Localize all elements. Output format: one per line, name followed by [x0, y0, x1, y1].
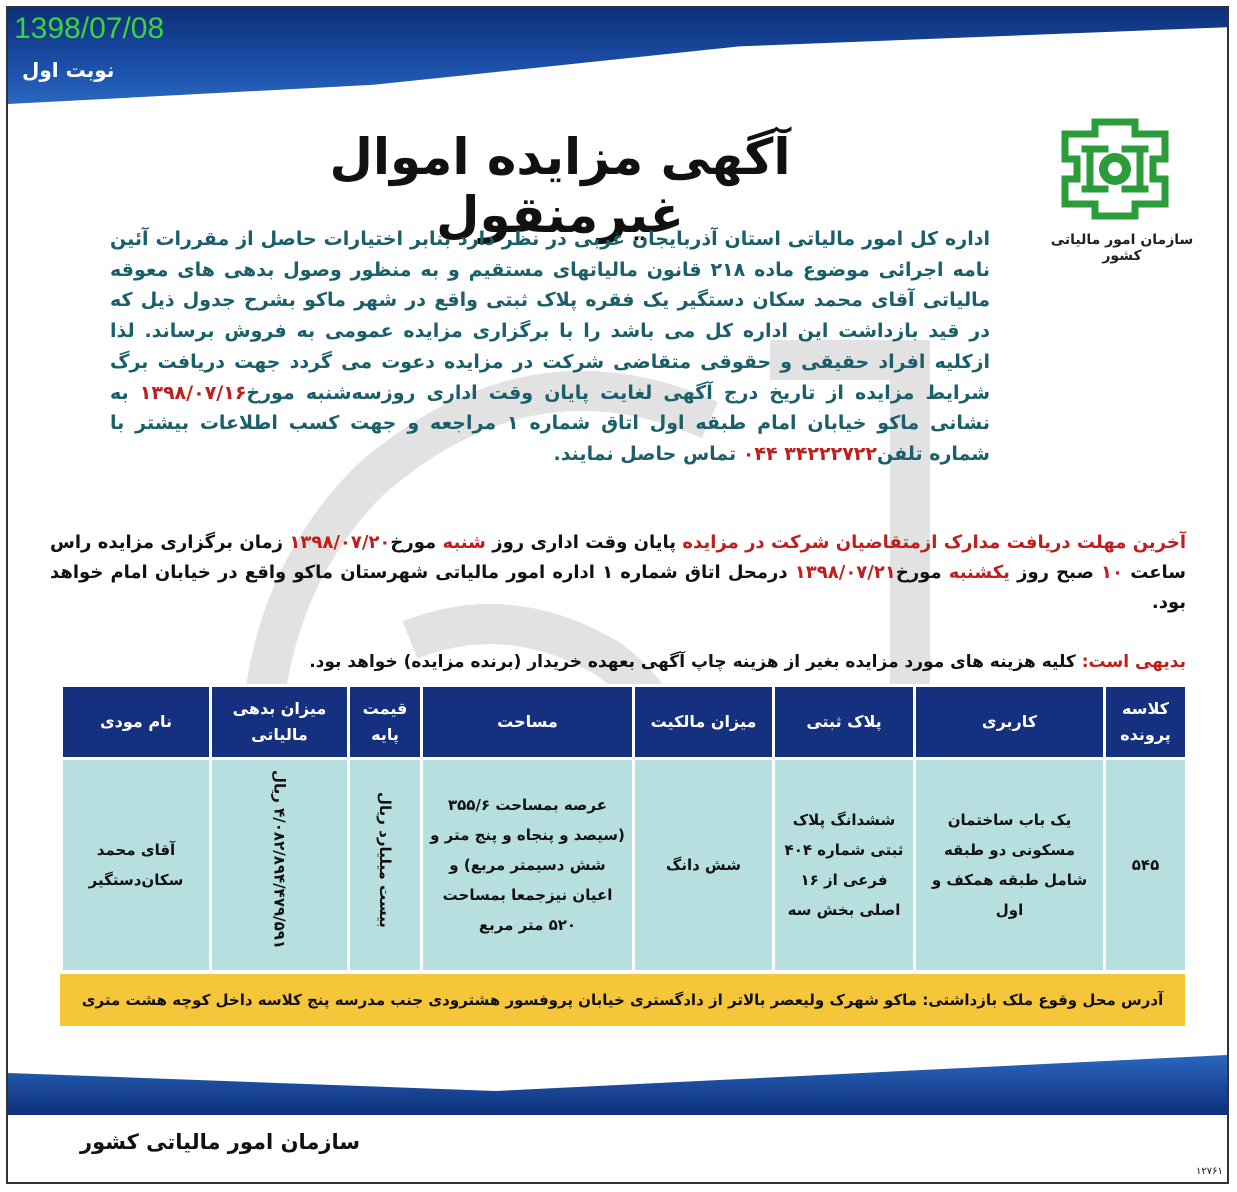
footer-org-name: سازمان امور مالیاتی کشور [79, 1130, 361, 1154]
base-price-text: بیست میلیارد ریال [376, 792, 394, 928]
cost-note [50, 649, 1186, 675]
cell-base-price [349, 759, 422, 972]
print-code: ۱۲۷۶۱ [1196, 1166, 1223, 1177]
deadline-date: ۱۳۹۸/۰۷/۲۰ [289, 532, 391, 553]
cell-usage: یک باب ساختمان مسکونی دو طبقه شامل طبقه همکف و اول [915, 759, 1105, 972]
cell-file-class: ۵۴۵ [1105, 759, 1187, 972]
page-title: آگهی مزایده اموال غیرمنقول [329, 128, 791, 244]
intro-text-2: به نشانی ماکو خیابان امام طبقه اول اتاق شماره ۱ مراجعه و جهت کسب اطلاعات بیشتر با شماره تلفن [110, 381, 991, 465]
cell-plaque: ششدانگ پلاک ثبتی شماره ۴۰۴ فرعی از ۱۶ اصلی بخش سه [774, 759, 915, 972]
header-file-class: کلاسه پرونده [1105, 686, 1187, 759]
intro-phone: ۳۴۲۲۲۷۲۲ ۰۴۴ [742, 442, 877, 465]
auction-time-label: زمان برگزاری مزایده [97, 532, 290, 553]
intro-text-3: تماس حاصل نمایند. [553, 442, 743, 465]
round-label: نوبت اول [22, 58, 115, 82]
deadline-text-2: مورخ [390, 532, 443, 553]
table-row [62, 759, 1187, 972]
note-text: کلیه هزینه های مورد مزایده بغیر از هزینه چاپ آگهی بعهده خریدار (برنده مزایده) خواهد بود. [309, 652, 1082, 672]
header-taxpayer: نام مودی [62, 686, 211, 759]
intro-paragraph [110, 224, 990, 470]
auction-hour: ۱۰ [1101, 562, 1124, 583]
note-label: بدیهی است: [1081, 652, 1186, 672]
deadline-label: آخرین مهلت دریافت مدارک ازمتقاضیان شرکت در مزایده [682, 532, 1187, 553]
deadline-paragraph [50, 528, 1186, 618]
org-name: سازمان امور مالیاتی کشور [1050, 232, 1194, 264]
deadline-text-1: پایان وقت اداری روز [485, 532, 683, 553]
header-usage: کاربری [915, 686, 1105, 759]
deadline-text-4: صبح روز [1009, 562, 1102, 583]
header-tax-debt: میزان بدهی مالیاتی [211, 686, 349, 759]
tax-organization-logo-icon [1055, 114, 1175, 224]
header-base-price: قیمت پایه [349, 686, 422, 759]
cell-tax-debt [211, 759, 349, 972]
date-stamp: 1398/07/08 [14, 12, 165, 45]
deadline-text-3: راس ساعت [50, 532, 1187, 583]
property-address: آدرس محل وقوع ملک بازداشتی: ماکو شهرک ولیعصر بالاتر از دادگستری خیابان پروفسور هشترودی جنب مدرسه پنج کلاسه داخل کوچه هشت متری [60, 974, 1185, 1026]
deadline-text-6: درمحل اتاق شماره ۱ اداره امور مالیاتی شهرستان ماکو واقع در خیابان امام خواهد بود. [50, 562, 1186, 613]
header-area: مساحت [422, 686, 634, 759]
table-header-row [62, 686, 1187, 759]
auction-day: یکشنبه [948, 562, 1010, 583]
header-plaque: پلاک ثبتی [774, 686, 915, 759]
cell-area: عرصه بمساحت ۳۵۵/۶ (سیصد و پنجاه و پنج متر و شش دسیمتر مربع) و اعیان نیزجمعا بمساحت ۵۲۰ متر مربع [422, 759, 634, 972]
cell-ownership: شش دانگ [634, 759, 774, 972]
header-ownership: میزان مالکیت [634, 686, 774, 759]
intro-date: ۱۳۹۸/۰۷/۱۶ [139, 381, 247, 404]
auction-date: ۱۳۹۸/۰۷/۲۱ [794, 562, 896, 583]
deadline-text-5: مورخ [895, 562, 949, 583]
deadline-day: شنبه [442, 532, 486, 553]
intro-text-1: اداره کل امور مالیاتی استان آذربایجان غربی در نظر دارد بنابر اختیارات حاصل از مقررات آئین نامه اجرائی موضوع ماده ۲۱۸ قانون مالیاتهای مستقیم و به منظور وصول بدهی های معوقه مالیاتی آقای محمد سکان دستگیر یک فقره پلاک ثبتی واقع در شهر ماکو بشرح جدول ذیل که در قید بازداشت این اداره کل می باشد را با برگزاری مزایده عمومی به فروش برساند. لذا ازکلیه افراد حقیقی و حقوقی متقاضی شرکت در مزایده دعوت می گردد جهت دریافت برگ شرایط مزایده از تاریخ درج آگهی لغایت پایان وقت اداری روزسه‌شنبه مورخ [110, 228, 991, 404]
tax-debt-text: ۴/۰۸۲/۸۹۴/۴۷۹/۵۹۱ ریال [270, 770, 289, 950]
cell-taxpayer: آقای محمد سکان‌دستگیر [62, 759, 211, 972]
property-table [60, 684, 1188, 973]
